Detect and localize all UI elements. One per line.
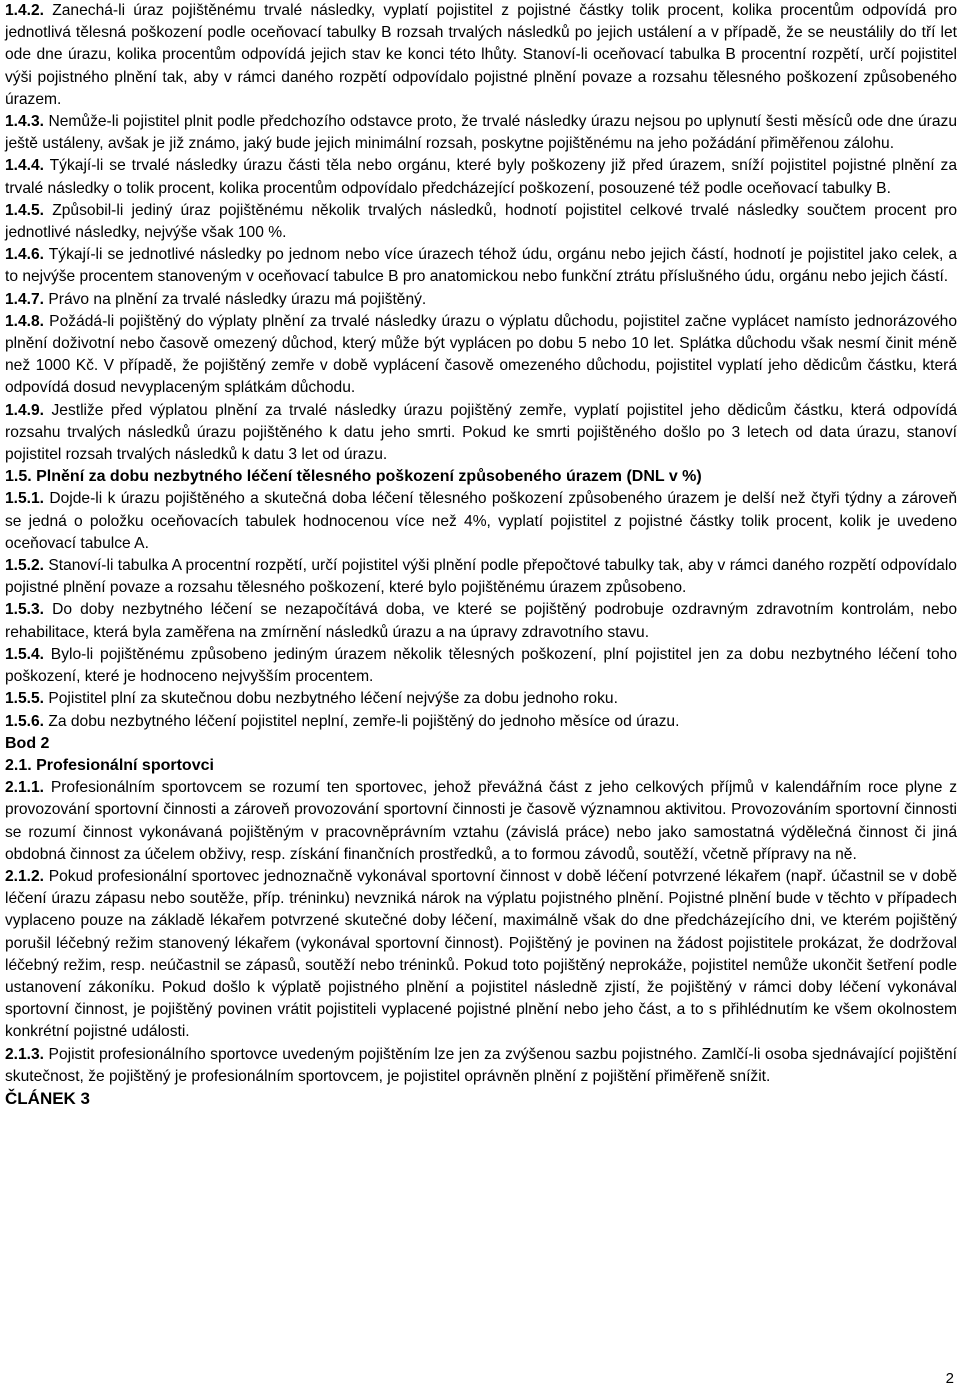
- section-2-1: [5, 777, 957, 1088]
- paragraph: [5, 311, 957, 400]
- page-number: 2: [945, 1370, 954, 1387]
- paragraph: [5, 1044, 957, 1088]
- paragraph-text: Stanoví-li tabulka A procentní rozpětí, určí pojistitel výši plnění podle přepočtové tabulky tak, aby v rámci daného rozpětí odpovídalo pojistné plnění povaze a rozsahu tělesného poškození, které bylo pojištěnému úrazem způsobeno.: [5, 557, 957, 597]
- heading-1-5: 1.5. Plnění za dobu nezbytného léčení tělesného poškození způsobeného úrazem (DNL v %): [5, 468, 702, 486]
- heading-bod-2: Bod 2: [5, 734, 50, 752]
- paragraph-text: Pokud profesionální sportovec jednoznačně vykonával sportovní činnost v době léčení potvrzené lékařem (např. účastnil se v době léčení úrazu zápasu nebo soutěže, příp. tréninku) nevzniká nárok na výplatu pojistného plnění. Pojistné plnění bude v těchto v případech vyplaceno pouze na základě lékařem potvrzené skutečné doby léčení, maximálně však do dne předcházejícího dni, ve kterém pojištěný porušil léčebný režim stanovený lékařem (vykonával sportovní činnost). Pojištěný je povinen na žádost pojistitele prokázat, že dodržoval léčebný režim, resp. neúčastnil se zápasů, soutěží nebo tréninků. Pokud toto pojištěný neprokáže, pojistitel nemůže ukončit šetření podle ustanovení zákoníku. Pokud došlo k výplatě pojistného plnění a pojistitel následně zjistí, že pojištěný v rámci doby léčení vykonával sportovní činnost, je pojištěný povinen vrátit pojistiteli vyplacené pojistné plnění nebo jeho část, a to s přihlédnutím ke všem okolnostem konkrétní pojistné události.: [5, 867, 957, 1041]
- paragraph-text: Pojistitel plní za skutečnou dobu nezbytného léčení nejvýše za dobu jednoho roku.: [44, 690, 618, 708]
- paragraph-number: 1.4.6.: [5, 246, 45, 264]
- paragraph-number: 1.4.5.: [5, 201, 45, 219]
- paragraph: [5, 155, 957, 199]
- paragraph: [5, 777, 957, 866]
- paragraph-number: 2.1.1.: [5, 779, 45, 797]
- paragraph-number: 1.4.8.: [5, 312, 45, 330]
- paragraph: [5, 111, 957, 155]
- paragraph-text: Zanechá-li úraz pojištěnému trvalé následky, vyplatí pojistitel z pojistné částky tolik procent, kolika procentům odpovídá pro jednotlivá tělesná poškození podle oceňovací tabulky B rozsah trvalých následků po jejich ustálení a v případě, že se neustálily do tří let ode dne úrazu, kolika procentům odpovídá jejich stav ke konci této lhůty. Stanoví-li oceňovací tabulka B procentní rozpětí, určí pojistitel výši pojistného plnění tak, aby v rámci daného rozpětí odpovídalo pojistné plnění povaze a rozsahu tělesného poškození způsobeného úrazem.: [5, 2, 957, 108]
- heading-2-1: 2.1. Profesionální sportovci: [5, 756, 214, 774]
- paragraph: [5, 599, 957, 643]
- paragraph-text: Právo na plnění za trvalé následky úrazu má pojištěný.: [44, 290, 427, 308]
- paragraph-text: Týkají-li se jednotlivé následky po jednom nebo více úrazech téhož údu, orgánu nebo jejich částí, hodnotí je pojistitel jako celek, a to nejvýše procentem stanoveným v oceňovací tabulce B pro anatomickou nebo funkční ztrátu příslušného údu, orgánu nebo jejich částí.: [5, 246, 957, 286]
- paragraph: [5, 555, 957, 599]
- paragraph-number: 1.5.4.: [5, 645, 45, 663]
- paragraph-number: 1.5.5.: [5, 690, 45, 708]
- paragraph-number: 2.1.3.: [5, 1045, 45, 1063]
- paragraph-number: 1.5.1.: [5, 490, 45, 508]
- paragraph: [5, 711, 957, 733]
- paragraph-number: 1.5.2.: [5, 557, 45, 575]
- paragraph-text: Do doby nezbytného léčení se nezapočítává doba, ve které se pojištěný podrobuje ozdravným zdravotním kontrolám, nebo rehabilitace, která byla zaměřena na zmírnění následků úrazu a na úpravy zdravotního stavu.: [5, 601, 957, 641]
- paragraph-text: Požádá-li pojištěný do výplaty plnění za trvalé následky úrazu o výplatu důchodu, pojistitel začne vyplácet namísto jednorázového plnění doživotní nebo časově omezený důchod, který může být vyplácen po dobu 5 nebo 10 let. Splátka důchodu však nesmí činit méně než 1000 Kč. V případě, že pojištěný zemře v době vyplácení časově omezeného důchodu, pojistitel vyplatí jeho dědicům částku, která odpovídá dosud nevyplaceným splátkám důchodu.: [5, 312, 957, 397]
- paragraph-text: Dojde-li k úrazu pojištěného a skutečná doba léčení tělesného poškození způsobeného úrazem je delší než čtyři týdny a zároveň se jedná o položku oceňovacích tabulek hodnocenou více než 4%, vyplatí pojistitel z pojistné částky tolik procent, kolik je uvedeno oceňovací tabulce A.: [5, 490, 957, 552]
- paragraph-text: Jestliže před výplatou plnění za trvalé následky úrazu pojištěný zemře, vyplatí pojistitel jeho dědicům částku, která odpovídá rozsahu trvalých následků úrazu pojištěného k datu jeho smrti. Pokud ke smrti pojištěného došlo po 3 letech od data úrazu, stanoví pojistitel rozsah trvalých následků k datu 3 let od úrazu.: [5, 401, 957, 464]
- paragraph-text: Týkají-li se trvalé následky úrazu části těla nebo orgánu, které byly poškozeny již před úrazem, sníží pojistitel pojistné plnění za trvalé následky o tolik procent, kolika procentům odpovídalo předcházející poškození, posouzené též podle oceňovací tabulky B.: [5, 157, 957, 197]
- paragraph-text: Pojistit profesionálního sportovce uvedeným pojištěním lze jen za zvýšenou sazbu pojistného. Zamlčí-li osoba sjednávající pojištění skutečnost, že pojištěný je profesionálním sportovcem, je pojistitel oprávněn plnění z pojištění přiměřeně snížit.: [5, 1045, 957, 1085]
- paragraph-number: 1.4.9.: [5, 401, 45, 419]
- paragraph-text: Profesionálním sportovcem se rozumí ten sportovec, jehož převážná část z jeho celkových příjmů v kalendářním roce plyne z provozování sportovní činnosti a zároveň provozování sportovní činnosti je časově významnou aktivitou. Provozováním sportovní činnosti se rozumí činnost vykonávaná pojištěným v pracovněprávním vztahu (závislá práce) nebo jako samostatná výdělečná činnost či jiná obdobná činnost za účelem obživy, resp. získání finančních prostředků, a to formou závodů, soutěží, včetně přípravy na ně.: [5, 779, 957, 863]
- paragraph: [5, 400, 957, 467]
- document-page: [5, 0, 957, 1110]
- paragraph-number: 1.5.3.: [5, 601, 45, 619]
- paragraph-number: 1.4.3.: [5, 113, 45, 131]
- paragraph: [5, 289, 957, 311]
- section-1-4: [5, 0, 957, 466]
- paragraph-text: Bylo-li pojištěnému způsobeno jediným úrazem několik tělesných poškození, plní pojistitel jen za dobu nezbytného léčení toho poškození, které je hodnoceno nejvyšším procentem.: [5, 645, 957, 686]
- paragraph: [5, 866, 957, 1044]
- paragraph: [5, 644, 957, 688]
- section-1-5: [5, 488, 957, 732]
- paragraph-text: Za dobu nezbytného léčení pojistitel neplní, zemře-li pojištěný do jednoho měsíce od úrazu.: [44, 712, 680, 730]
- paragraph-number: 1.5.6.: [5, 712, 45, 730]
- paragraph-number: 2.1.2.: [5, 867, 45, 885]
- paragraph-number: 1.4.7.: [5, 290, 45, 308]
- paragraph: [5, 488, 957, 555]
- paragraph-number: 1.4.2.: [5, 2, 45, 19]
- paragraph: [5, 244, 957, 288]
- paragraph-number: 1.4.4.: [5, 157, 45, 175]
- paragraph: [5, 200, 957, 244]
- paragraph: [5, 688, 957, 710]
- paragraph-text: Způsobil-li jediný úraz pojištěnému několik trvalých následků, hodnotí pojistitel celkové trvalé následky součtem procent pro jednotlivé následky, nejvýše však 100 %.: [5, 201, 957, 242]
- heading-clanek-3: ČLÁNEK 3: [5, 1088, 91, 1108]
- paragraph-text: Nemůže-li pojistitel plnit podle předchozího odstavce proto, že trvalé následky úrazu nejsou po uplynutí šesti měsíců ode dne úrazu ještě ustáleny, avšak je již známo, jaký bude jejich minimální rozsah, poskytne pojištěnému na jeho požádání přiměřenou zálohu.: [5, 113, 957, 153]
- paragraph: [5, 0, 957, 111]
